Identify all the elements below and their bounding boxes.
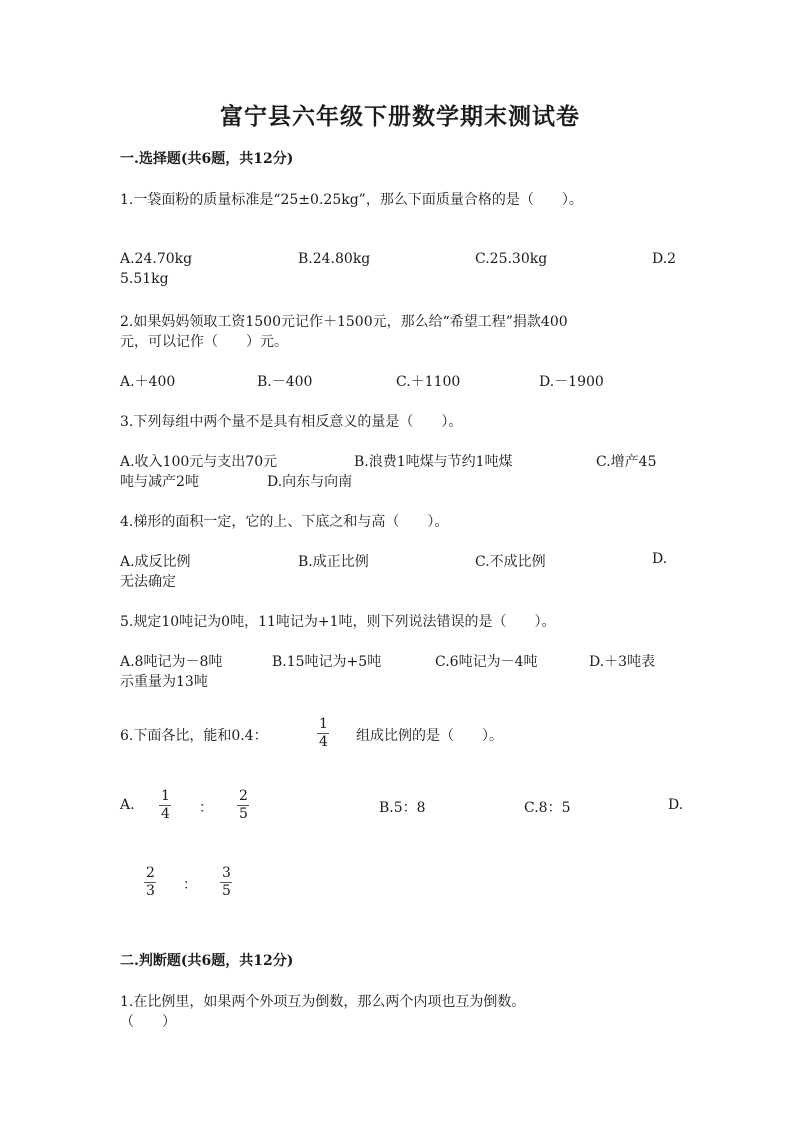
fraction-numerator: 3 <box>222 865 231 881</box>
question-3-option-b: B.浪费1吨煤与节约1吨煤 <box>354 454 513 470</box>
question-6-option-d-label: D. <box>668 797 684 813</box>
question-6-option-a-fraction-2 <box>237 788 250 823</box>
question-6-option-a-colon: ： <box>199 800 213 816</box>
question-3-option-d: D.向东与向南 <box>267 474 353 490</box>
question-6-stem-suffix: 组成比例的是（ ）。 <box>356 728 503 744</box>
question-1-stem: 1.一袋面粉的质量标准是“25±0.25kg”，那么下面质量合格的是（ ）。 <box>120 192 583 208</box>
fraction-denominator: 3 <box>146 883 155 899</box>
question-6-option-c: C.8：5 <box>524 800 571 816</box>
fraction-denominator: 4 <box>319 734 328 750</box>
page-title: 富宁县六年级下册数学期末测试卷 <box>220 103 580 130</box>
fraction-numerator: 1 <box>319 716 328 732</box>
question-2-stem-line2: 元，可以记作（ ）元。 <box>120 334 288 350</box>
question-6-stem-fraction <box>317 716 330 751</box>
question-5-stem: 5.规定10吨记为0吨，11吨记为+1吨，则下列说法错误的是（ ）。 <box>120 614 556 630</box>
question-6-option-d-colon: ： <box>183 877 197 893</box>
question-1-option-c: C.25.30kg <box>475 251 548 267</box>
question-2-option-c: C.＋1100 <box>396 374 461 390</box>
fraction-numerator: 2 <box>239 788 248 804</box>
question-4-option-b: B.成正比例 <box>298 554 369 570</box>
question-2-option-a: A.＋400 <box>120 374 176 390</box>
question-4-option-a: A.成反比例 <box>120 554 191 570</box>
fraction-denominator: 5 <box>222 883 231 899</box>
section-heading-choice: 一.选择题(共6题，共12分) <box>120 151 294 167</box>
question-5-option-c: C.6吨记为－4吨 <box>435 654 538 670</box>
question-2-option-d: D.－1900 <box>539 374 604 390</box>
question-6-option-d-fraction-2 <box>220 865 233 900</box>
question-5-option-a: A.8吨记为－8吨 <box>120 654 223 670</box>
question-3-option-c-cont: 吨与减产2吨 <box>120 474 199 490</box>
question-6-option-d-fraction-1 <box>144 865 157 900</box>
question-6-option-a-label: A. <box>120 797 135 813</box>
question-1-option-a: A.24.70kg <box>120 251 193 267</box>
question-5-option-d: D.＋3吨表 <box>589 654 656 670</box>
question-3-stem: 3.下列每组中两个量不是具有相反意义的量是（ ）。 <box>120 414 463 430</box>
section-heading-judgement: 二.判断题(共6题，共12分) <box>120 953 294 969</box>
question-4-option-d-cont: 无法确定 <box>120 574 176 590</box>
question-5-option-d-cont: 示重量为13吨 <box>120 674 208 690</box>
question-6-option-b: B.5：8 <box>379 800 426 816</box>
question-5-option-b: B.15吨记为+5吨 <box>272 654 382 670</box>
judgement-1-blank: （ ） <box>120 1014 176 1030</box>
question-6-stem-prefix: 6.下面各比，能和0.4： <box>120 728 268 744</box>
question-1-option-d-cont: 5.51kg <box>120 271 169 287</box>
fraction-denominator: 4 <box>161 806 170 822</box>
question-1-option-d: D.2 <box>652 251 677 267</box>
question-4-stem: 4.梯形的面积一定，它的上、下底之和与高（ ）。 <box>120 514 449 530</box>
question-4-option-c: C.不成比例 <box>475 554 546 570</box>
question-4-option-d: D. <box>652 551 668 567</box>
fraction-denominator: 5 <box>239 806 248 822</box>
question-3-option-a: A.收入100元与支出70元 <box>120 454 278 470</box>
question-1-option-b: B.24.80kg <box>298 251 371 267</box>
judgement-1-stem: 1.在比例里，如果两个外项互为倒数，那么两个内项也互为倒数。 <box>120 994 526 1010</box>
question-2-stem-line1: 2.如果妈妈领取工资1500元记作＋1500元，那么给“希望工程”捐款400 <box>120 314 568 330</box>
question-6-option-a-fraction-1 <box>159 788 172 823</box>
fraction-numerator: 2 <box>146 865 155 881</box>
fraction-numerator: 1 <box>161 788 170 804</box>
question-3-option-c: C.增产45 <box>596 454 657 470</box>
question-2-option-b: B.－400 <box>257 374 313 390</box>
